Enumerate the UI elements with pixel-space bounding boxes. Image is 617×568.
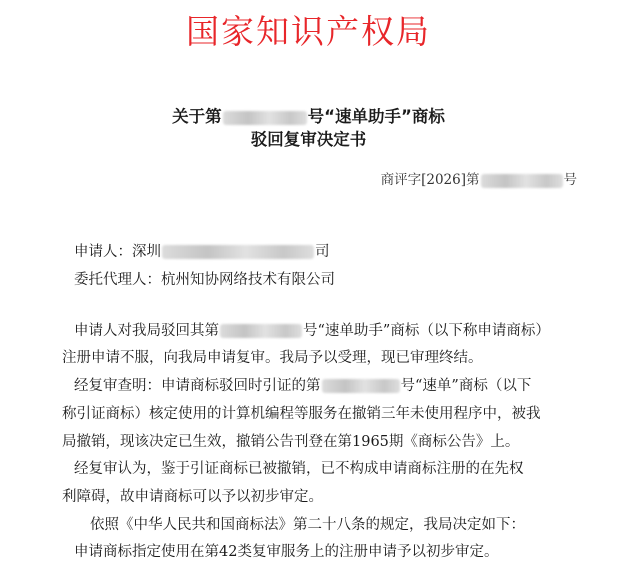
- p2-text-a: 经复审查明：申请商标驳回时引证的第: [74, 378, 321, 394]
- title-suffix: 号“速单助手”商标: [307, 107, 445, 126]
- redacted-cited-number: [322, 379, 400, 393]
- document-title-line2: 驳回复审决定书: [250, 130, 367, 149]
- applicant-value-suffix: 司: [315, 244, 330, 260]
- paragraph-3-line-2: 利障碍，故申请商标可以予以初步审定。: [62, 489, 323, 505]
- paragraph-4-line-1: 依照《中华人民共和国商标法》第二十八条的规定，我局决定如下：: [90, 517, 525, 533]
- applicant-label: 申请人：: [74, 244, 132, 260]
- redacted-trademark-number: [223, 111, 307, 125]
- docno-prefix: 商评字[2026]第: [380, 172, 480, 188]
- paragraph-2-line-3: 局撤销，现该决定已生效，撤销公告刊登在第1965期《商标公告》上。: [62, 434, 520, 450]
- paragraph-2-line-2: 称引证商标）核定使用的计算机编程等服务在撤销三年未使用程序中，被我: [62, 406, 541, 422]
- paragraph-3-line-1: 经复审认为，鉴于引证商标已被撤销，已不构成申请商标注册的在先权: [74, 461, 524, 477]
- p2-text-b: 号“速单”商标（以下: [400, 378, 532, 394]
- paragraph-1-line-1: [74, 320, 550, 342]
- redacted-applicant-name: [162, 245, 314, 259]
- paragraph-5-line-1: 申请商标指定使用在第42类复审服务上的注册申请予以初步审定。: [74, 544, 499, 560]
- redacted-docno: [481, 174, 563, 188]
- agent-label: 委托代理人：: [74, 272, 161, 288]
- title-prefix: 关于第: [172, 107, 222, 126]
- applicant-line: [74, 241, 330, 263]
- agent-value: 杭州知协网络技术有限公司: [161, 272, 335, 288]
- paragraph-1-line-2: 注册申请不服，向我局申请复审。我局予以受理，现已审理终结。: [62, 350, 483, 366]
- applicant-value-prefix: 深圳: [132, 244, 161, 260]
- redacted-application-number: [220, 324, 302, 338]
- docno-suffix: 号: [563, 172, 577, 188]
- document-title-line1: [0, 106, 617, 128]
- p1-text-b: 号“速单助手”商标（以下称申请商标）: [303, 323, 550, 339]
- agent-line: [74, 269, 335, 291]
- p1-text-a: 申请人对我局驳回其第: [74, 323, 219, 339]
- document-number: [381, 170, 577, 190]
- paragraph-2-line-1: [74, 375, 531, 397]
- agency-header: 国家知识产权局: [186, 12, 431, 51]
